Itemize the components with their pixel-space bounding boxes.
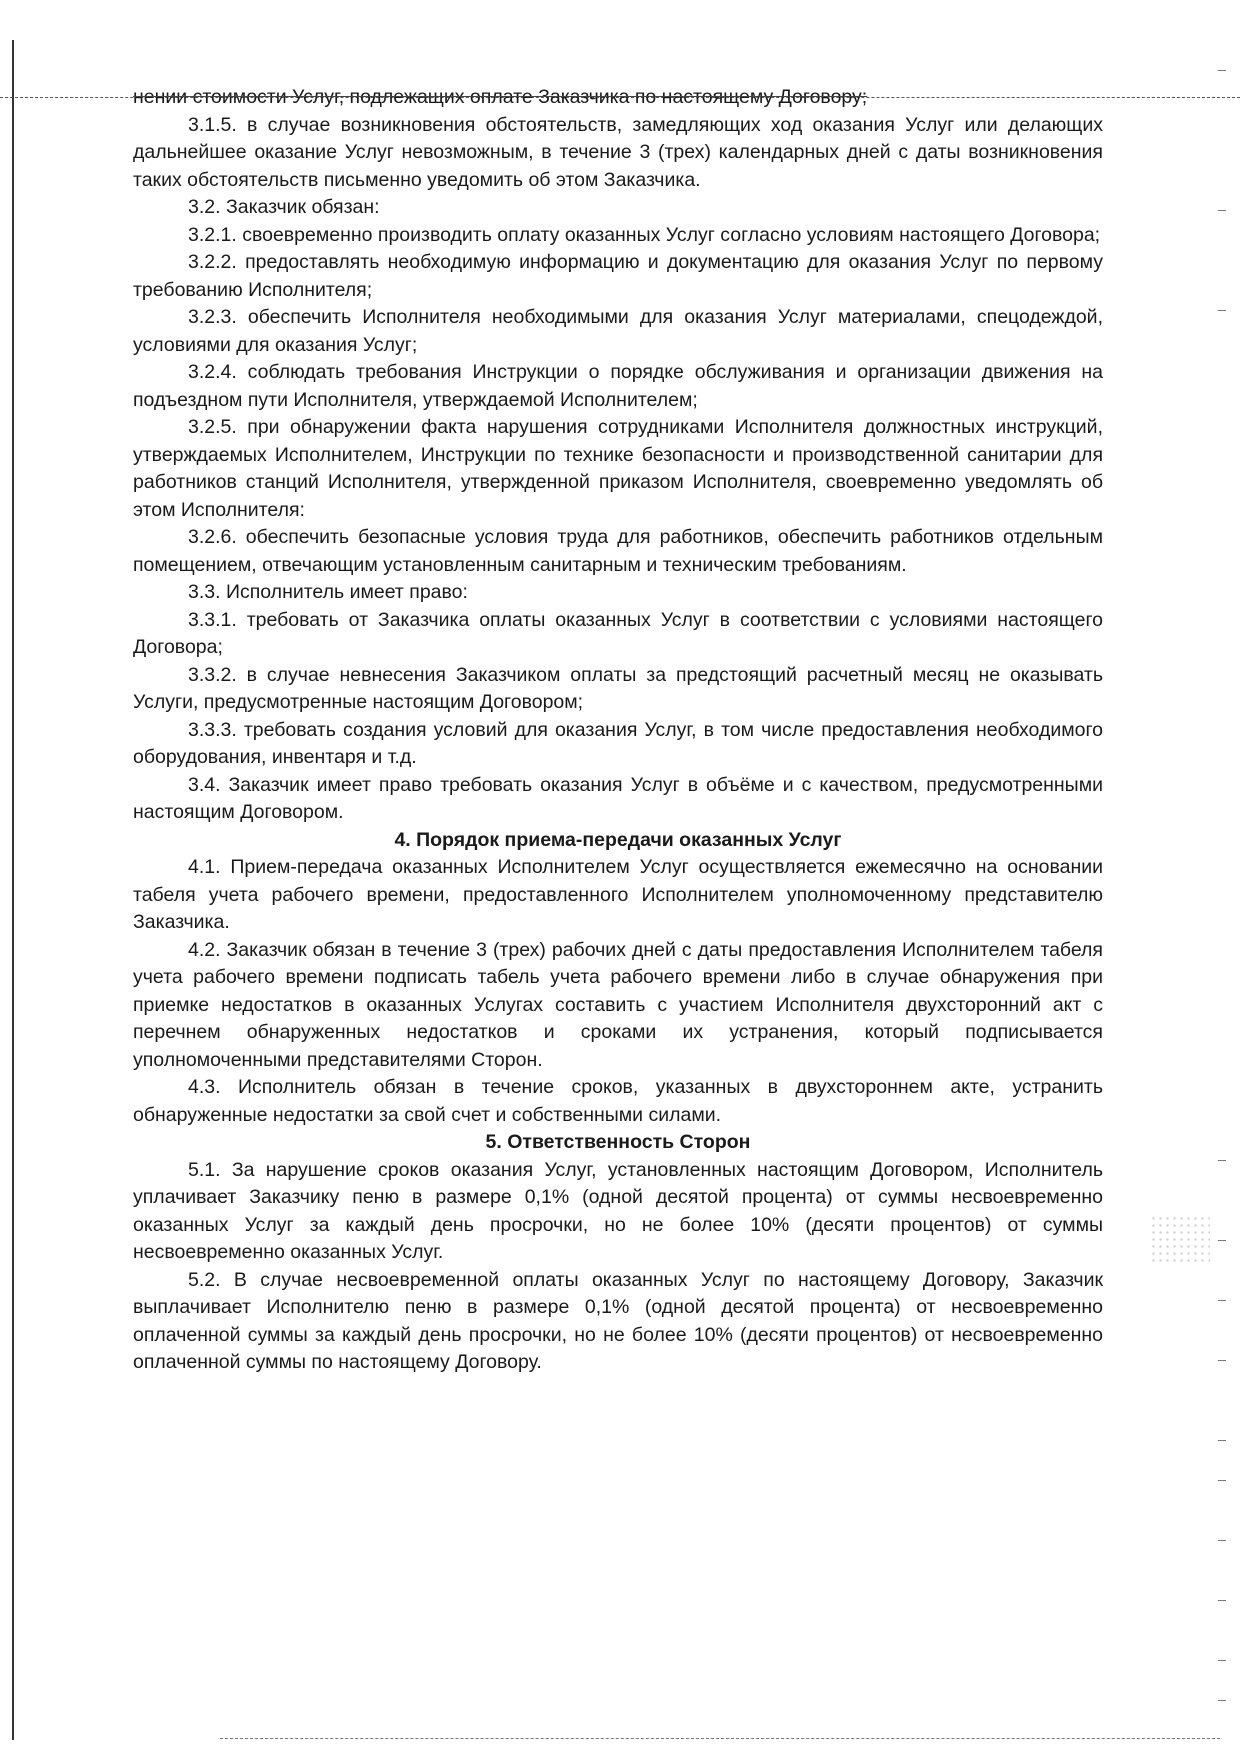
document-body — [133, 84, 1103, 1377]
margin-marks — [1212, 60, 1232, 1710]
clause-paragraph: нении стоимости Услуг, подлежащих оплате Заказчика по настоящему Договору; — [133, 86, 868, 108]
margin-tick — [1218, 1600, 1226, 1601]
clause-paragraph: 3.3. Исполнитель имеет право: — [188, 581, 468, 603]
margin-tick — [1218, 210, 1226, 211]
margin-tick — [1218, 1660, 1226, 1661]
clause-paragraph: 5.1. За нарушение сроков оказания Услуг, установленных настоящим Договором, Исполнитель уплачивает Заказчику пеню в размере 0,1% (одной десятой процента) от суммы несвоевременно оказанных Услуг за каждый день просрочки, но не более 10% (десяти процентов) от суммы несвоевременно оказанных Услуг. — [133, 1158, 1103, 1263]
clause-paragraph: 3.3.1. требовать от Заказчика оплаты оказанных Услуг в соответствии с условиями настоящего Договора; — [133, 608, 1103, 658]
clause-paragraph: 3.3.2. в случае невнесения Заказчиком оплаты за предстоящий расчетный месяц не оказывать Услуги, предусмотренные настоящим Договором; — [133, 663, 1103, 713]
scan-noise — [1150, 1215, 1210, 1265]
margin-tick — [1218, 1300, 1226, 1301]
clause-paragraph: 3.2.5. при обнаружении факта нарушения сотрудниками Исполнителя должностных инструкций, утверждаемых Исполнителем, Инструкции по технике безопасности и производственной санитарии для работников станций Исполнителя, утвержденной приказом Исполнителя, своевременно уведомлять об этом Исполнителя: — [133, 416, 1103, 521]
clause-paragraph: 3.1.5. в случае возникновения обстоятельств, замедляющих ход оказания Услуг или делающих дальнейшее оказание Услуг невозможным, в течение 3 (трех) календарных дней с даты возникновения таких обстоятельств письменно уведомить об этом Заказчика. — [133, 113, 1103, 191]
clause-paragraph: 3.2.4. соблюдать требования Инструкции о порядке обслуживания и организации движения на подъездном пути Исполнителя, утверждаемой Исполнителем; — [133, 361, 1103, 411]
margin-tick — [1218, 1240, 1226, 1241]
clause-paragraph: 3.4. Заказчик имеет право требовать оказания Услуг в объёме и с качеством, предусмотренными настоящим Договором. — [133, 773, 1103, 823]
clause-paragraph: 3.2.2. предоставлять необходимую информацию и документацию для оказания Услуг по первому требованию Исполнителя; — [133, 251, 1103, 301]
margin-tick — [1218, 1440, 1226, 1441]
clause-paragraph: 4.1. Прием-передача оказанных Исполнителем Услуг осуществляется ежемесячно на основании табеля учета рабочего времени, предоставленного Исполнителем уполномоченному представителю Заказчика. — [133, 856, 1103, 933]
margin-tick — [1218, 1160, 1226, 1161]
clause-paragraph: 3.2. Заказчик обязан: — [188, 196, 380, 218]
margin-tick — [1218, 310, 1226, 311]
clause-paragraph: 3.2.3. обеспечить Исполнителя необходимыми для оказания Услуг материалами, спецодеждой, условиями для оказания Услуг; — [133, 306, 1103, 356]
margin-tick — [1218, 1360, 1226, 1361]
clause-paragraph: 5.2. В случае несвоевременной оплаты оказанных Услуг по настоящему Договору, Заказчик выплачивает Исполнителю пеню в размере 0,1% (одной десятой процента) от несвоевременно оплаченной суммы за каждый день просрочки, но не более 10% (десяти процентов) от несвоевременно оплаченной суммы по настоящему Договору. — [133, 1268, 1103, 1373]
binding-edge — [12, 40, 14, 1740]
clause-paragraph: 3.2.1. своевременно производить оплату оказанных Услуг согласно условиям настоящего Договора; — [188, 223, 1101, 246]
clause-paragraph: 3.3.3. требовать создания условий для оказания Услуг, в том числе предоставления необходимого оборудования, инвентаря и т.д. — [133, 718, 1103, 768]
scan-rule-bottom — [220, 1738, 1220, 1739]
section-heading: 5. Ответственность Сторон — [485, 1131, 751, 1153]
margin-tick — [1218, 70, 1226, 71]
margin-tick — [1218, 1480, 1226, 1481]
margin-tick — [1218, 1700, 1226, 1701]
clause-paragraph: 3.2.6. обеспечить безопасные условия труда для работников, обеспечить работников отдельным помещением, отвечающим установленным санитарным и техническим требованиям. — [133, 526, 1103, 576]
section-heading: 4. Порядок приема-передачи оказанных Услуг — [394, 828, 842, 851]
margin-tick — [1218, 1540, 1226, 1541]
clause-paragraph: 4.3. Исполнитель обязан в течение сроков, указанных в двухстороннем акте, устранить обнаруженные недостатки за свой счет и собственными силами. — [133, 1076, 1103, 1126]
clause-paragraph: 4.2. Заказчик обязан в течение 3 (трех) рабочих дней с даты предоставления Исполнителем табеля учета рабочего времени подписать табель учета рабочего времени либо в случае обнаружения при приемке недостатков в оказанных Услугах составить с участием Исполнителя двухсторонний акт с перечнем обнаруженных недостатков и сроками их устранения, который подписывается уполномоченными представителями Сторон. — [133, 938, 1103, 1071]
